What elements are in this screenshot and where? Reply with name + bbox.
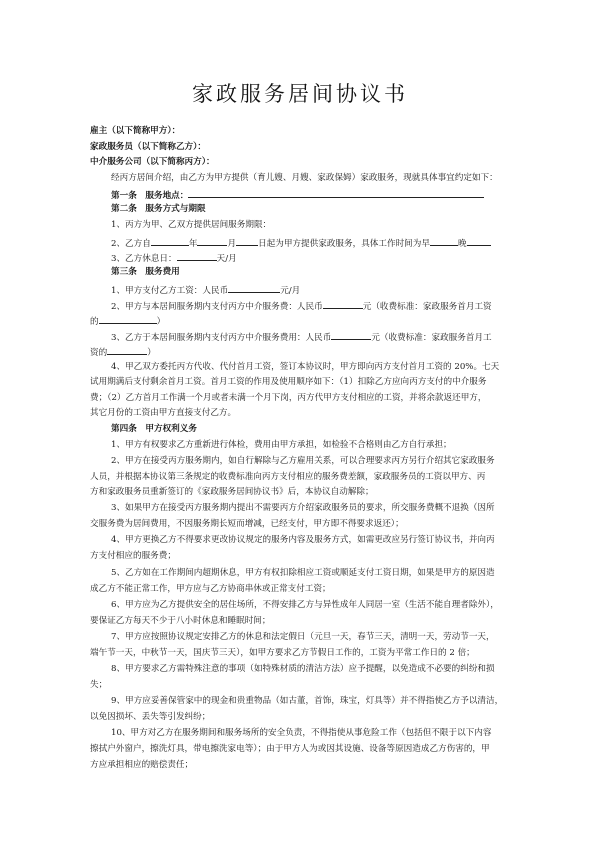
wage-blank: [228, 282, 280, 293]
art3-item3-cont: [90, 344, 600, 359]
art3-item4-line3: 费；（2）乙方首月工作满一个月或者未满一个月下岗，丙方代甲方支付相应的工资，并将余款返还甲方，: [90, 393, 487, 403]
art3-item3-standard: 元（收费标准：家政服务首月工: [371, 333, 492, 343]
art2-item2: [111, 235, 600, 250]
art4-item10-line3: 方应承担相应的赔偿责任；: [90, 760, 194, 770]
art3-item2-close: ）: [156, 317, 166, 327]
art4-item5-line1: 5、乙方如在工作期间内超期休息，甲方有权扣除相应工资或顺延支付工资日期，如果是甲方的原因造: [111, 568, 495, 578]
worker-percent-blank: [107, 344, 147, 355]
art2-item3-unit: 天/月: [216, 254, 237, 264]
art4-item9-line1: 9、甲方应妥善保管家中的现金和贵重物品（如古董，首饰，珠宝，灯具等）并不得指使乙方予以清洁，: [111, 696, 504, 706]
party-employer: 雇主（以下简称甲方）：: [90, 126, 181, 136]
art4-item5-line2: 成乙方不能正常工作，甲方应与乙方协商串休或正常支付工资；: [90, 584, 331, 594]
art3-item4-line1: 4、甲乙双方委托丙方代收、代付首月工资，签订本协议时，甲方即向丙方支付首月工资的 20%。七天: [111, 362, 500, 372]
art3-item1-unit: 元/月: [280, 286, 301, 296]
art2-item2-text: 2、乙方自: [111, 239, 151, 249]
art3-item2-text: 2、甲方与本居间服务期内支付丙方中介服务费：人民币: [111, 302, 323, 312]
month-blank: [197, 235, 227, 246]
art3-item2-standard: 元（收费标准：家政服务首月工资: [362, 302, 492, 312]
art4-item7-line1: 7、甲方应按照协议规定安排乙方的休息和法定假日（元旦一天，春节三天，清明一天，劳动节一天，: [111, 632, 495, 642]
art4-item1: 1、甲方有权要求乙方重新进行体检，费用由甲方承担，如检验不合格则由乙方自行承担；: [111, 440, 452, 450]
art3-item2: [111, 298, 600, 313]
employer-percent-blank: [99, 313, 157, 324]
art2-item2-evening: 晚: [457, 239, 467, 249]
art3-item2-of: 的: [90, 317, 99, 327]
art3-item4-line2: 试用期满后支付剩余首月工资。首月工资的作用及使用顺序如下：（1）扣除乙方应向丙方支付的中介服务: [90, 377, 487, 387]
art4-item7-line2: 端午节一天，中秋节一天，国庆节三天），如甲方要求乙方节假日工作的，工资为平常工作日的 2 倍；: [90, 648, 475, 658]
art4-item6-line1: 6、甲方应为乙方提供安全的居住场所，不得安排乙方与异性成年人同居一室（生活不能自理者除外），: [111, 600, 499, 610]
art4-item2-line1: 2、甲方在接受丙方服务期内，如自行解除与乙方雇用关系，可以合理要求丙方另行介绍其它家政服务: [111, 456, 495, 466]
art4-item4-line1: 4、甲方更换乙方不得要求更改协议规定的服务内容及服务方式，如需更改应另行签订协议书，并向丙: [111, 535, 495, 545]
worker-fee-blank: [331, 329, 371, 340]
rest-days-blank: [177, 250, 217, 261]
art3-item1-text: 1、甲方支付乙方工资：人民币: [111, 286, 229, 296]
party-worker: 家政服务员（以下简称乙方）：: [90, 142, 207, 152]
art4-item2-line2: 人员，并根据本协议第三条规定的收费标准向丙方支付相应的服务费差额，家政服务员的工资以甲方、丙: [90, 472, 486, 482]
art3-item3-text: 3、乙方于本居间服务期内支付丙方中介服务费用：人民币: [111, 333, 332, 343]
art3-item3-of: 资的: [90, 348, 108, 358]
article-4-heading: 第四条 甲方权利义务: [111, 424, 197, 434]
art3-item4-line4: 其它月份的工资由甲方直接支付乙方。: [90, 408, 237, 418]
service-location-blank: [188, 187, 484, 198]
art2-item3: [111, 250, 600, 265]
article-1-heading: 第一条 服务地点：: [111, 191, 189, 201]
evening-time-blank: [467, 235, 491, 246]
art4-item6-line2: 要保证乙方每天不少于八小时休息和睡眠时间；: [90, 616, 271, 626]
day-blank: [236, 235, 258, 246]
art2-item3-text: 3、乙方休息日：: [111, 254, 177, 264]
art4-item2-line3: 方和家政服务员重新签订的《家政服务居间协议书》后，本协议自动解除；: [90, 487, 374, 497]
art3-item1: [111, 282, 600, 297]
intro-text: 经丙方居间介绍，由乙方为甲方提供（育儿嫂、月嫂、家政保姆）家政服务，现就具体事宜约定如下：: [111, 173, 498, 183]
art3-item3: [111, 329, 600, 344]
document-title: 家政服务居间协议书: [192, 82, 408, 106]
art4-item8-line2: 失；: [90, 680, 108, 690]
morning-time-blank: [430, 235, 458, 246]
art2-item1: 1、丙方为甲、乙双方提供居间服务期限：: [111, 220, 272, 230]
art4-item4-line2: 方支付相应的服务费；: [90, 551, 176, 561]
art2-item2-month: 月: [227, 239, 237, 249]
art2-item2-year: 年: [188, 239, 198, 249]
year-blank: [151, 235, 189, 246]
article-3-heading: 第三条 服务费用: [111, 267, 180, 277]
art4-item8-line1: 8、甲方要求乙方需特殊注意的事项（如特殊材质的清洁方法）应予提醒，以免造成不必要的纠纷和损: [111, 664, 495, 674]
article-1-line: [111, 187, 600, 202]
art3-item2-cont: [90, 313, 600, 328]
art4-item10-line1: 10、甲方对乙方在服务期间和服务场所的安全负责，不得指使从事危险工作（包括但不限于以下内容: [111, 728, 492, 738]
art4-item3-line2: 交服务费为居间费用，不因服务期长短而增减，已经支付，甲方即不得要求返还）；: [90, 519, 404, 529]
art2-item2-day: 日起为甲方提供家政服务，具体工作时间为早: [258, 239, 430, 249]
art4-item3-line1: 3、如果甲方在接受丙方服务期内提出不需要丙方介绍家政服务员的要求，所交服务费概不退换（因所: [111, 503, 495, 513]
party-agency: 中介服务公司（以下简称丙方）：: [90, 157, 215, 167]
employer-fee-blank: [323, 298, 363, 309]
article-2-heading: 第二条 服务方式与期限: [111, 204, 206, 214]
art3-item3-close: ）: [147, 348, 156, 358]
art4-item10-line2: 擦拭户外窗户，擦洗灯具，带电擦洗家电等）；由于甲方人为或因其设施、设备等原因造成乙方伤害的，甲: [90, 744, 490, 754]
art4-item9-line2: 以免因损坏、丢失等引发纠纷；: [90, 712, 211, 722]
